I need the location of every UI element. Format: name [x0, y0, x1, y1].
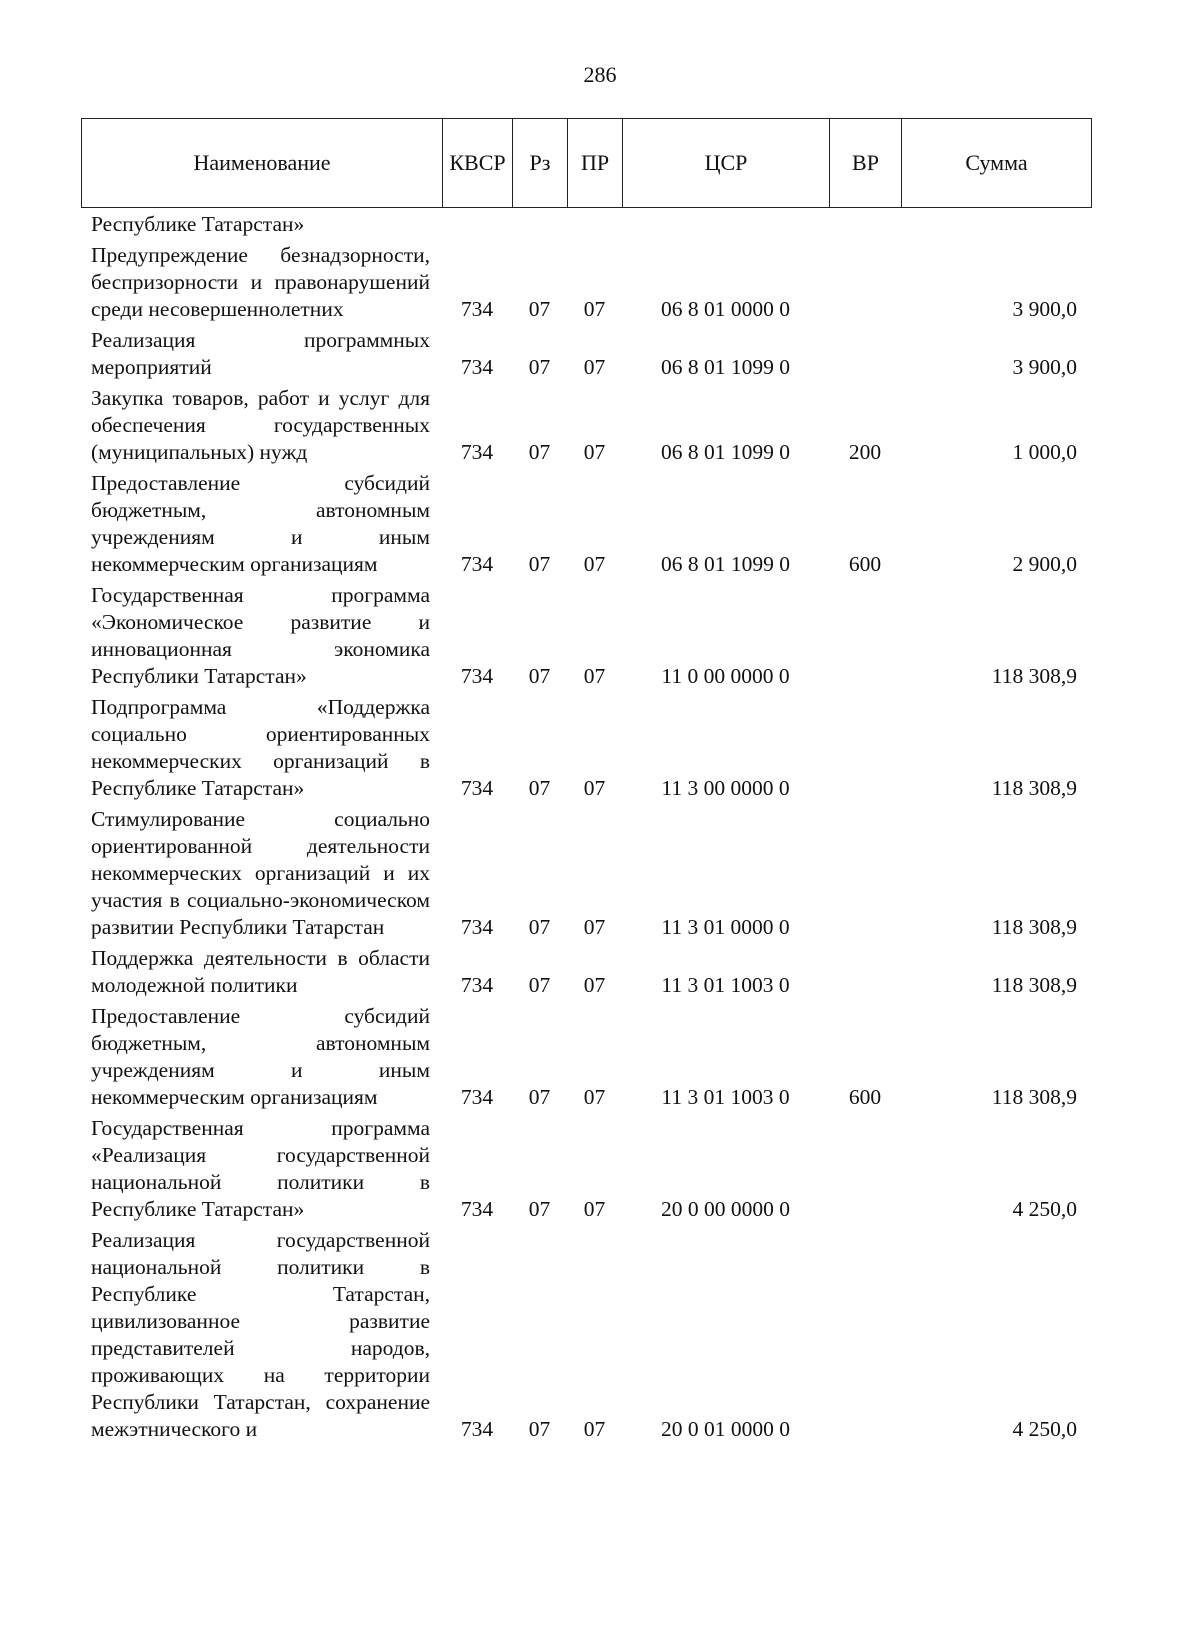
cell-name: Поддержка деятельности в области молодежной политики	[91, 946, 430, 997]
cell-vr	[829, 945, 901, 1003]
cell-pr: 07	[583, 915, 606, 939]
col-header-rz: Рз	[513, 119, 568, 208]
cell-rz: 07	[528, 355, 551, 379]
budget-table	[81, 211, 1091, 1447]
cell-pr: 07	[583, 1197, 606, 1221]
col-header-kvsr: КВСР	[443, 119, 513, 208]
cell-csr: 20 0 00 0000 0	[661, 1197, 790, 1221]
cell-pr: 07	[583, 297, 606, 321]
cell-rz: 07	[528, 297, 551, 321]
cell-csr: 11 3 00 0000 0	[661, 776, 790, 800]
cell-vr	[829, 242, 901, 327]
cell-kvsr: 734	[460, 297, 494, 321]
cell-sum: 3 900,0	[1012, 297, 1077, 321]
col-header-pr: ПР	[568, 119, 623, 208]
cell-csr: 06 8 01 1099 0	[661, 355, 790, 379]
cell-kvsr: 734	[460, 1085, 494, 1109]
cell-sum: 3 900,0	[1012, 355, 1077, 379]
continuation-text: Республике Татарстан»	[91, 212, 305, 236]
cell-vr	[829, 806, 901, 945]
cell-name: Реализация программных мероприятий	[91, 328, 430, 379]
table-row	[81, 694, 1091, 806]
cell-pr: 07	[583, 1085, 606, 1109]
cell-pr: 07	[583, 973, 606, 997]
table-header	[81, 118, 1092, 208]
cell-vr: 600	[848, 552, 882, 576]
cell-vr: 600	[848, 1085, 882, 1109]
cell-csr: 06 8 01 1099 0	[661, 440, 790, 464]
cell-csr: 06 8 01 0000 0	[661, 297, 790, 321]
cell-kvsr: 734	[460, 440, 494, 464]
cell-name: Предоставление субсидий бюджетным, автономным учреждениям и иным некоммерческим организациям	[91, 471, 430, 576]
cell-csr: 11 3 01 1003 0	[661, 1085, 790, 1109]
cell-kvsr: 734	[460, 776, 494, 800]
col-header-sum: Сумма	[902, 119, 1092, 208]
table-row	[81, 1115, 1091, 1227]
cell-name: Государственная программа «Реализация государственной национальной политики в Республике Татарстан»	[91, 1116, 430, 1221]
cell-kvsr: 734	[460, 1197, 494, 1221]
cell-name: Государственная программа «Экономическое развитие и инновационная экономика Республики Татарстан»	[91, 583, 430, 688]
table-row	[81, 1003, 1091, 1115]
cell-pr: 07	[583, 355, 606, 379]
cell-sum: 1 000,0	[1012, 440, 1077, 464]
cell-kvsr: 734	[460, 973, 494, 997]
cell-pr: 07	[583, 664, 606, 688]
cell-kvsr: 734	[460, 664, 494, 688]
cell-sum: 4 250,0	[1012, 1197, 1077, 1221]
cell-sum: 4 250,0	[1012, 1417, 1077, 1441]
cell-csr: 11 3 01 1003 0	[661, 973, 790, 997]
cell-kvsr: 734	[460, 1417, 494, 1441]
cell-pr: 07	[583, 1417, 606, 1441]
cell-vr	[829, 1115, 901, 1227]
col-header-name: Наименование	[82, 119, 443, 208]
cell-vr	[829, 694, 901, 806]
table-row	[81, 1227, 1091, 1447]
cell-name: Предоставление субсидий бюджетным, автономным учреждениям и иным некоммерческим организациям	[91, 1004, 430, 1109]
col-header-csr: ЦСР	[623, 119, 830, 208]
table-row	[81, 806, 1091, 945]
table-row	[81, 327, 1091, 385]
col-header-vr: ВР	[830, 119, 902, 208]
cell-sum: 118 308,9	[991, 1085, 1077, 1109]
cell-vr	[829, 582, 901, 694]
cell-vr	[829, 327, 901, 385]
cell-rz: 07	[528, 440, 551, 464]
cell-vr: 200	[848, 440, 882, 464]
cell-rz: 07	[528, 776, 551, 800]
cell-name: Стимулирование социально ориентированной деятельности некоммерческих организаций и их участия в социально-экономическом развитии Республики Татарстан	[91, 807, 430, 939]
cell-name: Закупка товаров, работ и услуг для обеспечения государственных (муниципальных) нужд	[91, 386, 430, 464]
table-row	[81, 945, 1091, 1003]
cell-rz: 07	[528, 552, 551, 576]
cell-kvsr: 734	[460, 552, 494, 576]
cell-kvsr: 734	[460, 355, 494, 379]
cell-rz: 07	[528, 915, 551, 939]
cell-rz: 07	[528, 664, 551, 688]
cell-csr: 20 0 01 0000 0	[661, 1417, 790, 1441]
cell-rz: 07	[528, 1417, 551, 1441]
cell-csr: 11 3 01 0000 0	[661, 915, 790, 939]
cell-sum: 2 900,0	[1012, 552, 1077, 576]
table-row	[81, 385, 1091, 470]
cell-pr: 07	[583, 552, 606, 576]
cell-pr: 07	[583, 440, 606, 464]
table-row	[81, 470, 1091, 582]
cell-rz: 07	[528, 1197, 551, 1221]
cell-csr: 11 0 00 0000 0	[661, 664, 790, 688]
cell-sum: 118 308,9	[991, 915, 1077, 939]
table-row	[81, 582, 1091, 694]
cell-name: Подпрограмма «Поддержка социально ориентированных некоммерческих организаций в Республике Татарстан»	[91, 695, 430, 800]
cell-sum: 118 308,9	[991, 776, 1077, 800]
cell-name: Реализация государственной национальной политики в Республике Татарстан, цивилизованное развитие представителей народов, проживающих на территории Республики Татарстан, сохранение межэтнического и	[91, 1228, 430, 1441]
cell-sum: 118 308,9	[991, 664, 1077, 688]
cell-kvsr: 734	[460, 915, 494, 939]
continuation-row	[81, 211, 1091, 242]
cell-rz: 07	[528, 1085, 551, 1109]
cell-pr: 07	[583, 776, 606, 800]
cell-rz: 07	[528, 973, 551, 997]
page-number: 286	[583, 62, 617, 87]
cell-vr	[829, 1227, 901, 1447]
table-row	[81, 242, 1091, 327]
cell-csr: 06 8 01 1099 0	[661, 552, 790, 576]
cell-name: Предупреждение безнадзорности, беспризорности и правонарушений среди несовершеннолетних	[91, 243, 430, 321]
cell-sum: 118 308,9	[991, 973, 1077, 997]
